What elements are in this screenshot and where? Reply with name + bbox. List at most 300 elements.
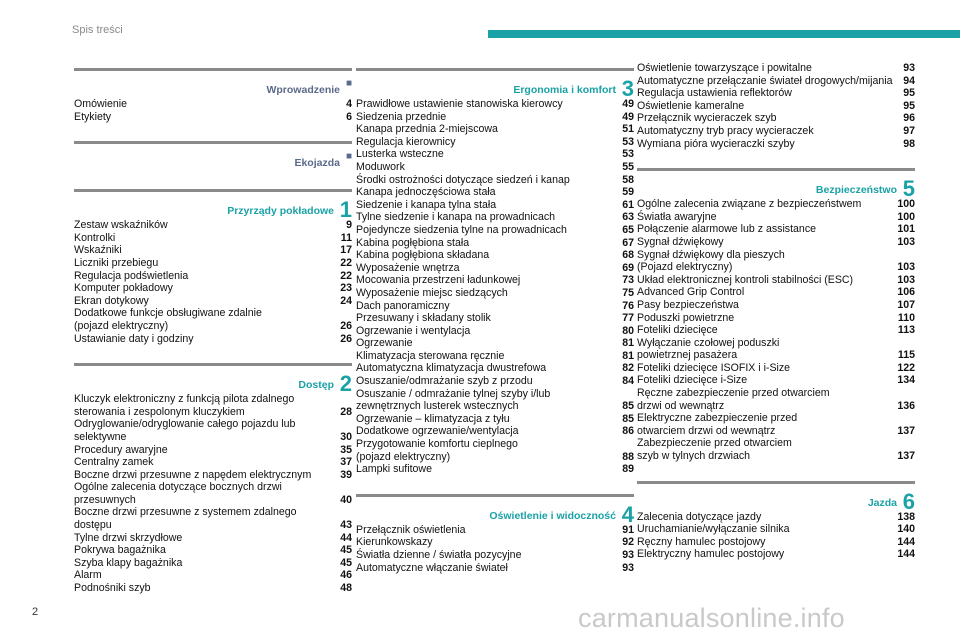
toc-entry[interactable] bbox=[356, 536, 634, 549]
toc-entry-title: Przesuwany i składany stolik bbox=[356, 312, 491, 325]
toc-entry-title: Elektryczny hamulec postojowy bbox=[637, 548, 785, 561]
toc-entry[interactable] bbox=[356, 237, 634, 250]
toc-entry-title: Środki ostrożności dotyczące siedzeń i kanap bbox=[356, 173, 570, 186]
toc-entry-title: Dodatkowe funkcje obsługiwane zdalnie (pojazd elektryczny) bbox=[74, 307, 262, 332]
toc-entry-title: Ustawianie daty i godziny bbox=[74, 332, 194, 345]
toc-entry-page: 82 bbox=[622, 362, 634, 375]
toc-entry-title: Tylne siedzenie i kanapa na prowadnicach bbox=[356, 211, 556, 224]
toc-entry[interactable] bbox=[637, 286, 915, 299]
section-heading bbox=[637, 475, 915, 514]
toc-entry-title: Połączenie alarmowe lub z assistance bbox=[637, 223, 817, 236]
toc-entry[interactable] bbox=[356, 249, 634, 262]
section-number: 6 bbox=[902, 488, 915, 514]
section-heading bbox=[74, 135, 352, 171]
toc-entry[interactable] bbox=[637, 100, 915, 113]
toc-entry-page: 140 bbox=[897, 523, 915, 536]
toc-entry-page: 9 bbox=[346, 219, 352, 232]
toc-entry[interactable] bbox=[637, 138, 915, 151]
toc-entry[interactable] bbox=[74, 506, 352, 531]
toc-entry-page: 6 bbox=[346, 110, 352, 123]
toc-entry[interactable] bbox=[356, 413, 634, 426]
toc-list bbox=[74, 219, 352, 345]
toc-entry[interactable] bbox=[637, 374, 915, 387]
toc-entry-page: 93 bbox=[622, 549, 634, 561]
toc-entry[interactable] bbox=[637, 223, 915, 236]
toc-entry[interactable] bbox=[74, 418, 352, 443]
toc-entry-page: 39 bbox=[340, 468, 352, 481]
toc-entry[interactable] bbox=[356, 549, 634, 562]
toc-entry-title: Oświetlenie kameralne bbox=[637, 99, 745, 112]
toc-entry-title: Zestaw wskaźników bbox=[74, 219, 168, 232]
toc-entry-title: Pokrywa bagażnika bbox=[74, 544, 166, 557]
toc-entry[interactable] bbox=[74, 270, 352, 283]
section-rule bbox=[356, 68, 634, 71]
toc-entry-title: Szyba klapy bagażnika bbox=[74, 556, 183, 569]
toc-entry-page: 137 bbox=[897, 424, 915, 437]
toc-entry[interactable] bbox=[637, 523, 915, 536]
toc-entry-page: 113 bbox=[897, 324, 915, 337]
toc-entry-title: Liczniki przebiegu bbox=[74, 256, 159, 269]
toc-entry[interactable] bbox=[637, 125, 915, 138]
toc-entry[interactable] bbox=[356, 274, 634, 287]
toc-entry-page: 91 bbox=[622, 523, 634, 536]
toc-entry-title: Ogrzewanie – klimatyzacja z tyłu bbox=[356, 412, 510, 425]
toc-entry[interactable] bbox=[637, 412, 915, 437]
toc-entry-page: 122 bbox=[897, 361, 915, 374]
toc-entry-title: Alarm bbox=[74, 569, 102, 582]
toc-entry-page: 17 bbox=[340, 244, 352, 257]
toc-list bbox=[637, 511, 915, 561]
toc-entry-title: Siedzenia przednie bbox=[356, 110, 447, 123]
header-title: Spis treści bbox=[72, 24, 123, 36]
toc-entry-title: Etykiety bbox=[74, 110, 112, 123]
toc-entry[interactable] bbox=[637, 387, 915, 412]
toc-entry-page: 43 bbox=[340, 519, 352, 532]
toc-entry[interactable] bbox=[74, 111, 352, 124]
toc-entry[interactable] bbox=[637, 536, 915, 549]
toc-entry-title: Regulacja podświetlenia bbox=[74, 269, 189, 282]
section-number: 5 bbox=[902, 176, 915, 202]
toc-entry-title: Ogólne zalecenia dotyczące bocznych drzwi przesuwnych bbox=[74, 481, 282, 506]
toc-entry-page: 144 bbox=[897, 548, 915, 561]
toc-entry-page: 23 bbox=[340, 282, 352, 295]
toc-entry-page: 46 bbox=[340, 569, 352, 582]
toc-entry-title: Kierunkowskazy bbox=[356, 536, 433, 549]
toc-entry[interactable] bbox=[637, 324, 915, 337]
toc-entry-title: Foteliki dziecięce bbox=[637, 324, 718, 337]
toc-entry-title: Sygnał dźwiękowy bbox=[637, 235, 724, 248]
toc-entry[interactable] bbox=[637, 236, 915, 249]
toc-entry[interactable] bbox=[637, 249, 915, 274]
toc-entry-page: 95 bbox=[903, 87, 915, 100]
toc-entry[interactable] bbox=[74, 456, 352, 469]
toc-entry-title: Odryglowanie/odryglowanie całego pojazdu lub selektywne bbox=[74, 418, 296, 443]
toc-entry-page: 22 bbox=[340, 256, 352, 269]
toc-list bbox=[74, 393, 352, 595]
section-title[interactable]: Oświetlenie i widoczność bbox=[489, 509, 616, 522]
toc-entry[interactable] bbox=[74, 582, 352, 595]
toc-entry-title: Komputer pokładowy bbox=[74, 282, 173, 295]
toc-entry-title: Kabina pogłębiona stała bbox=[356, 236, 470, 249]
toc-entry-title: Wyposażenie miejsc siedzących bbox=[356, 286, 508, 299]
toc-entry-page: 103 bbox=[897, 261, 915, 274]
toc-entry-title: Boczne drzwi przesuwne z napędem elektrycznym bbox=[74, 468, 312, 481]
toc-entry-title: Podnośniki szyb bbox=[74, 582, 151, 595]
toc-entry-page: 134 bbox=[897, 374, 915, 387]
toc-entry-title: Siedzenie i kanapa tylna stała bbox=[356, 198, 497, 211]
toc-entry[interactable] bbox=[356, 161, 634, 174]
toc-entry-page: 26 bbox=[340, 332, 352, 345]
toc-entry[interactable] bbox=[74, 444, 352, 457]
toc-entry-page: 94 bbox=[903, 74, 915, 87]
section-number: 3 bbox=[621, 76, 634, 101]
toc-entry[interactable] bbox=[356, 136, 634, 149]
section-title[interactable]: Przyrządy pokładowe bbox=[227, 205, 334, 218]
toc-entry-page: 115 bbox=[897, 349, 915, 362]
toc-entry-title: Ogólne zalecenia związane z bezpieczeństwem bbox=[637, 198, 862, 211]
toc-entry-page: 37 bbox=[340, 456, 352, 469]
toc-entry-page: 85 bbox=[622, 400, 634, 413]
toc-entry-page: 76 bbox=[622, 299, 634, 312]
toc-entry[interactable] bbox=[356, 425, 634, 438]
toc-entry-page: 98 bbox=[903, 137, 915, 150]
toc-entry-title: Przełącznik oświetlenia bbox=[356, 523, 466, 536]
toc-entry[interactable] bbox=[637, 362, 915, 375]
toc-entry[interactable] bbox=[637, 511, 915, 524]
toc-entry[interactable] bbox=[74, 333, 352, 346]
toc-entry-page: 77 bbox=[622, 312, 634, 325]
toc-entry[interactable] bbox=[637, 62, 915, 75]
toc-entry-title: Ogrzewanie i wentylacja bbox=[356, 324, 471, 337]
toc-entry-page: 84 bbox=[622, 375, 634, 388]
toc-entry-title: Przygotowanie komfortu cieplnego (pojazd elektryczny) bbox=[356, 438, 518, 463]
toc-entry-page: 51 bbox=[622, 123, 634, 136]
toc-entry-page: 92 bbox=[622, 536, 634, 549]
toc-entry[interactable] bbox=[74, 481, 352, 506]
toc-entry-page: 136 bbox=[897, 399, 915, 412]
toc-entry[interactable] bbox=[74, 295, 352, 308]
toc-entry-page: 45 bbox=[340, 544, 352, 557]
toc-entry-title: Kanapa jednoczęściowa stała bbox=[356, 186, 496, 199]
toc-entry[interactable] bbox=[356, 312, 634, 325]
section-number: 2 bbox=[339, 371, 352, 397]
toc-entry[interactable] bbox=[356, 199, 634, 212]
toc-entry[interactable] bbox=[356, 300, 634, 313]
toc-entry-title: Automatyczna klimatyzacja dwustrefowa bbox=[356, 362, 547, 375]
toc-entry[interactable] bbox=[637, 312, 915, 325]
toc-entry-page: 49 bbox=[622, 98, 634, 110]
toc-list bbox=[74, 98, 352, 123]
toc-entry-title: Pojedyncze siedzenia tylne na prowadnicach bbox=[356, 223, 567, 236]
toc-entry[interactable] bbox=[74, 282, 352, 295]
section-heading bbox=[637, 162, 915, 202]
toc-entry-title: Boczne drzwi przesuwne z systemem zdalnego dostępu bbox=[74, 506, 297, 532]
toc-entry-page: 100 bbox=[897, 210, 915, 223]
toc-entry-page: 44 bbox=[340, 531, 352, 544]
section-title[interactable]: Bezpieczeństwo bbox=[815, 184, 897, 197]
toc-entry[interactable] bbox=[637, 75, 915, 88]
toc-entry-page: 26 bbox=[340, 319, 352, 332]
section-number: ■ bbox=[345, 151, 352, 163]
section-heading bbox=[74, 183, 352, 223]
toc-entry-title: Wyposażenie wnętrza bbox=[356, 261, 460, 274]
watermark: carmanualsonline.info bbox=[578, 603, 845, 633]
toc-entry-title: Kanapa przednia 2-miejscowa bbox=[356, 123, 498, 136]
toc-entry-title: Poduszki powietrzne bbox=[637, 311, 735, 324]
toc-entry[interactable] bbox=[74, 307, 352, 332]
section-heading bbox=[356, 488, 634, 527]
section-rule bbox=[356, 494, 634, 497]
toc-entry-title: Automatyczny tryb pracy wycieraczek bbox=[637, 124, 814, 137]
toc-entry-page: 49 bbox=[622, 110, 634, 123]
toc-entry[interactable] bbox=[356, 562, 634, 575]
section-gap bbox=[74, 123, 352, 135]
toc-column-3 bbox=[637, 62, 915, 573]
toc-entry-page: 75 bbox=[622, 286, 634, 299]
toc-entry[interactable] bbox=[356, 375, 634, 388]
toc-entry-page: 59 bbox=[622, 186, 634, 199]
toc-entry[interactable] bbox=[356, 325, 634, 338]
toc-entry-page: 53 bbox=[622, 148, 634, 161]
toc-entry[interactable] bbox=[356, 98, 634, 111]
toc-entry-title: Kluczyk elektroniczny z funkcją pilota zdalnego sterowania i zespolonym kluczykiem bbox=[74, 393, 295, 418]
toc-entry[interactable] bbox=[637, 548, 915, 561]
toc-entry-page: 137 bbox=[897, 450, 915, 463]
toc-entry[interactable] bbox=[356, 111, 634, 124]
section-gap bbox=[637, 463, 915, 475]
toc-entry-page: 73 bbox=[622, 274, 634, 287]
toc-entry-page: 63 bbox=[622, 211, 634, 224]
toc-entry[interactable] bbox=[74, 469, 352, 482]
toc-entry-page: 45 bbox=[340, 556, 352, 569]
toc-entry-title: Foteliki dziecięce ISOFIX i i-Size bbox=[637, 361, 791, 374]
toc-entry-page: 93 bbox=[903, 62, 915, 74]
toc-entry-page: 22 bbox=[340, 269, 352, 282]
toc-entry[interactable] bbox=[356, 186, 634, 199]
toc-column-2 bbox=[356, 62, 634, 586]
toc-entry-title: Wyłączanie czołowej poduszki powietrznej pasażera bbox=[637, 336, 780, 362]
toc-entry-title: Prawidłowe ustawienie stanowiska kierowcy bbox=[356, 98, 563, 110]
toc-entry-title: Lampki sufitowe bbox=[356, 463, 432, 476]
toc-entry[interactable] bbox=[74, 544, 352, 557]
section-gap bbox=[356, 574, 634, 586]
section-gap bbox=[637, 561, 915, 573]
toc-entry[interactable] bbox=[637, 198, 915, 211]
toc-entry-title: Lusterka wsteczne bbox=[356, 148, 444, 161]
section-rule bbox=[637, 168, 915, 171]
toc-entry-title: Advanced Grip Control bbox=[637, 286, 745, 299]
toc-entry[interactable] bbox=[356, 211, 634, 224]
toc-entry[interactable] bbox=[356, 362, 634, 375]
toc-entry[interactable] bbox=[74, 219, 352, 232]
toc-list bbox=[637, 62, 915, 150]
toc-entry-title: Automatyczne włączanie świateł bbox=[356, 561, 508, 574]
toc-entry[interactable] bbox=[356, 524, 634, 537]
toc-entry[interactable] bbox=[356, 123, 634, 136]
toc-entry-title: Mocowania przestrzeni ładunkowej bbox=[356, 274, 521, 287]
toc-entry-title: Foteliki dziecięce i-Size bbox=[637, 374, 748, 387]
section-rule bbox=[74, 141, 352, 144]
toc-entry-title: Omówienie bbox=[74, 98, 127, 110]
toc-entry[interactable] bbox=[356, 438, 634, 463]
toc-entry-page: 85 bbox=[622, 412, 634, 425]
toc-entry-page: 4 bbox=[346, 98, 352, 110]
toc-entry[interactable] bbox=[74, 557, 352, 570]
toc-entry[interactable] bbox=[637, 274, 915, 287]
toc-entry-page: 88 bbox=[622, 450, 634, 463]
toc-entry[interactable] bbox=[74, 232, 352, 245]
toc-entry-page: 61 bbox=[622, 198, 634, 211]
toc-entry-title: Elektryczne zabezpieczenie przed otwarciem drzwi od wewnątrz bbox=[637, 412, 798, 437]
page-number: 2 bbox=[32, 606, 39, 618]
section-title[interactable]: Dostęp bbox=[298, 379, 334, 392]
toc-entry-title: Ręczne zabezpieczenie przed otwarciem drzwi od wewnątrz bbox=[637, 387, 830, 412]
toc-entry-page: 53 bbox=[622, 135, 634, 148]
toc-list bbox=[356, 524, 634, 574]
toc-entry[interactable] bbox=[356, 174, 634, 187]
header-accent-bar bbox=[488, 30, 960, 38]
toc-entry-page: 86 bbox=[622, 425, 634, 438]
toc-entry-page: 68 bbox=[622, 249, 634, 262]
toc-entry[interactable] bbox=[74, 532, 352, 545]
toc-entry-title: Procedury awaryjne bbox=[74, 443, 168, 456]
section-gap bbox=[356, 476, 634, 488]
toc-entry-title: Ekran dotykowy bbox=[74, 294, 149, 307]
toc-entry[interactable] bbox=[74, 98, 352, 111]
toc-entry-page: 93 bbox=[622, 561, 634, 574]
section-heading bbox=[356, 62, 634, 101]
toc-entry[interactable] bbox=[356, 224, 634, 237]
toc-entry[interactable] bbox=[356, 350, 634, 363]
section-number: ■ bbox=[345, 78, 352, 89]
toc-entry[interactable] bbox=[74, 393, 352, 418]
section-gap bbox=[74, 171, 352, 183]
toc-entry-title: Dach panoramiczny bbox=[356, 299, 450, 312]
toc-entry[interactable] bbox=[356, 262, 634, 275]
toc-entry[interactable] bbox=[356, 337, 634, 350]
toc-entry-page: 138 bbox=[897, 510, 915, 523]
section-number: 4 bbox=[621, 501, 634, 527]
toc-entry-page: 67 bbox=[622, 236, 634, 249]
toc-entry-page: 48 bbox=[340, 582, 352, 595]
toc-entry-page: 95 bbox=[903, 99, 915, 112]
toc-entry[interactable] bbox=[74, 244, 352, 257]
toc-entry[interactable] bbox=[637, 437, 915, 462]
toc-entry[interactable] bbox=[356, 463, 634, 476]
toc-entry[interactable] bbox=[637, 211, 915, 224]
toc-entry-title: Osuszanie/odmrażanie szyb z przodu bbox=[356, 375, 533, 388]
section-number: 1 bbox=[339, 197, 352, 223]
toc-entry-page: 58 bbox=[622, 173, 634, 186]
toc-entry-page: 96 bbox=[903, 112, 915, 125]
toc-entry[interactable] bbox=[74, 569, 352, 582]
toc-entry-title: Klimatyzacja sterowana ręcznie bbox=[356, 349, 505, 362]
section-heading bbox=[74, 62, 352, 98]
toc-entry-page: 103 bbox=[897, 273, 915, 286]
toc-entry[interactable] bbox=[356, 287, 634, 300]
section-rule bbox=[637, 481, 915, 484]
toc-entry-title: Światła awaryjne bbox=[637, 210, 717, 223]
toc-entry-title: Układ elektronicznej kontroli stabilności (ESC) bbox=[637, 273, 854, 286]
toc-entry-page: 65 bbox=[622, 223, 634, 236]
section-title[interactable]: Wprowadzenie bbox=[266, 84, 340, 96]
toc-entry-page: 144 bbox=[897, 535, 915, 548]
toc-entry-page: 107 bbox=[897, 298, 915, 311]
toc-entry-title: Uruchamianie/wyłączanie silnika bbox=[637, 523, 790, 536]
toc-entry-title: Sygnał dźwiękowy dla pieszych (Pojazd elektryczny) bbox=[637, 248, 785, 274]
toc-entry[interactable] bbox=[74, 257, 352, 270]
toc-entry-title: Regulacja ustawienia reflektorów bbox=[637, 87, 792, 100]
toc-entry-title: Oświetlenie towarzyszące i powitalne bbox=[637, 62, 812, 74]
toc-entry-page: 81 bbox=[622, 349, 634, 362]
toc-entry-title: Wymiana pióra wycieraczki szyby bbox=[637, 137, 795, 150]
toc-entry-page: 30 bbox=[340, 430, 352, 443]
toc-entry-page: 28 bbox=[340, 405, 352, 418]
toc-entry-page: 100 bbox=[897, 198, 915, 211]
toc-entry-page: 89 bbox=[622, 463, 634, 476]
section-rule bbox=[74, 68, 352, 71]
toc-entry-page: 106 bbox=[897, 286, 915, 299]
toc-entry-title: Osuszanie / odmrażanie tylnej szyby i/lub zewnętrznych lusterek wstecznych bbox=[356, 387, 551, 413]
toc-entry[interactable] bbox=[637, 299, 915, 312]
toc-entry-page: 101 bbox=[897, 223, 915, 236]
toc-entry-title: Centralny zamek bbox=[74, 456, 154, 469]
section-gap bbox=[637, 150, 915, 162]
toc-list bbox=[637, 198, 915, 462]
toc-entry[interactable] bbox=[356, 388, 634, 413]
toc-entry-title: Automatyczne przełączanie świateł drogowych/mijania bbox=[637, 74, 893, 87]
toc-entry-title: Kontrolki bbox=[74, 231, 116, 244]
toc-entry-page: 81 bbox=[622, 337, 634, 350]
section-title[interactable]: Ekojazda bbox=[294, 157, 340, 170]
toc-entry-title: Moduwork bbox=[356, 160, 405, 173]
toc-entry-title: Dodatkowe ogrzewanie/wentylacja bbox=[356, 425, 519, 438]
toc-entry[interactable] bbox=[356, 148, 634, 161]
toc-entry-title: Kabina pogłębiona składana bbox=[356, 249, 490, 262]
toc-entry-title: Pasy bezpieczeństwa bbox=[637, 298, 739, 311]
section-title[interactable]: Ergonomia i komfort bbox=[513, 84, 616, 96]
section-rule bbox=[74, 189, 352, 192]
section-gap bbox=[74, 595, 352, 607]
toc-entry-title: Ogrzewanie bbox=[356, 337, 413, 350]
toc-entry-page: 55 bbox=[622, 160, 634, 173]
toc-entry-title: Ręczny hamulec postojowy bbox=[637, 535, 766, 548]
toc-entry-title: Światła dzienne / światła pozycyjne bbox=[356, 549, 522, 561]
toc-entry-title: Tylne drzwi skrzydłowe bbox=[74, 531, 183, 544]
toc-entry-title: Wskaźniki bbox=[74, 244, 122, 257]
section-rule bbox=[74, 363, 352, 366]
toc-entry[interactable] bbox=[637, 112, 915, 125]
toc-entry-page: 80 bbox=[622, 324, 634, 337]
toc-entry-page: 40 bbox=[340, 493, 352, 506]
toc-entry[interactable] bbox=[637, 87, 915, 100]
toc-entry[interactable] bbox=[637, 337, 915, 362]
toc-entry-page: 11 bbox=[340, 231, 352, 244]
toc-entry-title: Zabezpieczenie przed otwarciem szyb w tylnych drzwiach bbox=[637, 437, 792, 463]
toc-list bbox=[356, 98, 634, 476]
toc-entry-title: Zalecenia dotyczące jazdy bbox=[637, 510, 762, 523]
toc-entry-page: 110 bbox=[897, 311, 915, 324]
section-heading bbox=[74, 357, 352, 397]
toc-column-1 bbox=[74, 62, 352, 607]
section-gap bbox=[74, 345, 352, 357]
toc-entry-page: 97 bbox=[903, 124, 915, 137]
section-title[interactable]: Jazda bbox=[867, 496, 897, 509]
toc-entry-title: Przełącznik wycieraczek szyb bbox=[637, 112, 777, 125]
toc-entry-page: 24 bbox=[340, 294, 352, 307]
toc-entry-page: 35 bbox=[340, 443, 352, 456]
toc-entry-title: Regulacja kierownicy bbox=[356, 135, 456, 148]
